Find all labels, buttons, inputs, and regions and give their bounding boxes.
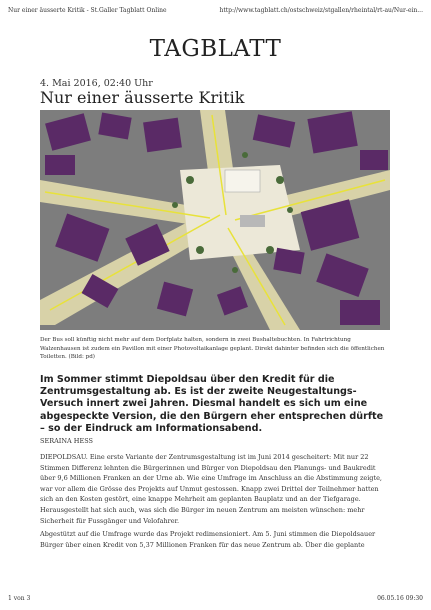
site-plan-image [40,110,390,330]
article-headline: Nur einer äusserte Kritik [40,88,245,107]
article-body [40,452,390,553]
article-paragraph: Abgestützt auf die Umfrage wurde das Projekt redimensioniert. Am 5. Juni stimmen die Diepoldsauer Bürger über einen Kredit von 5,37 Millionen Franken für das neue Zentrum ab. Über die geplante [40,530,376,549]
article-author: SERAINA HESS [40,437,94,445]
image-caption: Der Bus soll künftig nicht mehr auf dem Dorfplatz halten, sondern in zwei Bushaltebuchten. In Fahrtrichtung Walzenhausen ist zudem ein Pavillon mit einer Photovoltaikanlage geplant. Direkt dahinter befinden sich die öffentlichen Toiletten. (Bild: pd) [40,337,385,361]
print-page-title: Nur einer äusserte Kritik - St.Galler Tagblatt Online [8,7,167,14]
print-datetime: 06.05.16 09:30 [377,595,423,602]
article-date: 4. Mai 2016, 02:40 Uhr [40,78,153,89]
article-lead: Im Sommer stimmt Diepoldsau über den Kredit für die Zentrumsgestaltung ab. Es ist der zweite Neugestaltungs-Versuch innert zwei Jahren. Diesmal handelt es sich um eine abgespeckte Version, die den Bürgern eher entsprechen dürfte – so der Eindruck am Informationsabend. [40,374,384,434]
print-url[interactable]: http://www.tagblatt.ch/ostschweiz/stgallen/rheintal/rt-au/Nur-ein... [219,7,423,14]
print-header [8,7,423,17]
article-paragraph: DIEPOLDSAU. Eine erste Variante der Zentrumsgestaltung ist im Juni 2014 gescheitert: Mit nur 22 Stimmen Differenz lehnten die Bürgerinnen und Bürger von Diepoldsau den Planungs- und Baukredit über 9,6 Millionen Franken an der Urne ab. Wie eine Umfrage im Anschluss an die Abstimmung zeigte, war vor allem die Grösse des Projekts auf Unmut gestossen. Knapp zwei Drittel der Teilnehmer hatten sich an den Kosten gestört, eine knappe Mehrheit am geplanten Bauplatz und an der Tiefgarage. Herausgestellt hat sich auch, was sich die Bürger im neuen Zentrum am meisten wünschen: mehr Sicherheit für Fussgänger und Velofahrer. [40,453,382,525]
masthead-logo[interactable]: TAGBLATT [149,36,282,62]
page-count: 1 von 3 [8,595,31,602]
print-footer [8,592,423,602]
site-plan-drawing [40,110,390,330]
